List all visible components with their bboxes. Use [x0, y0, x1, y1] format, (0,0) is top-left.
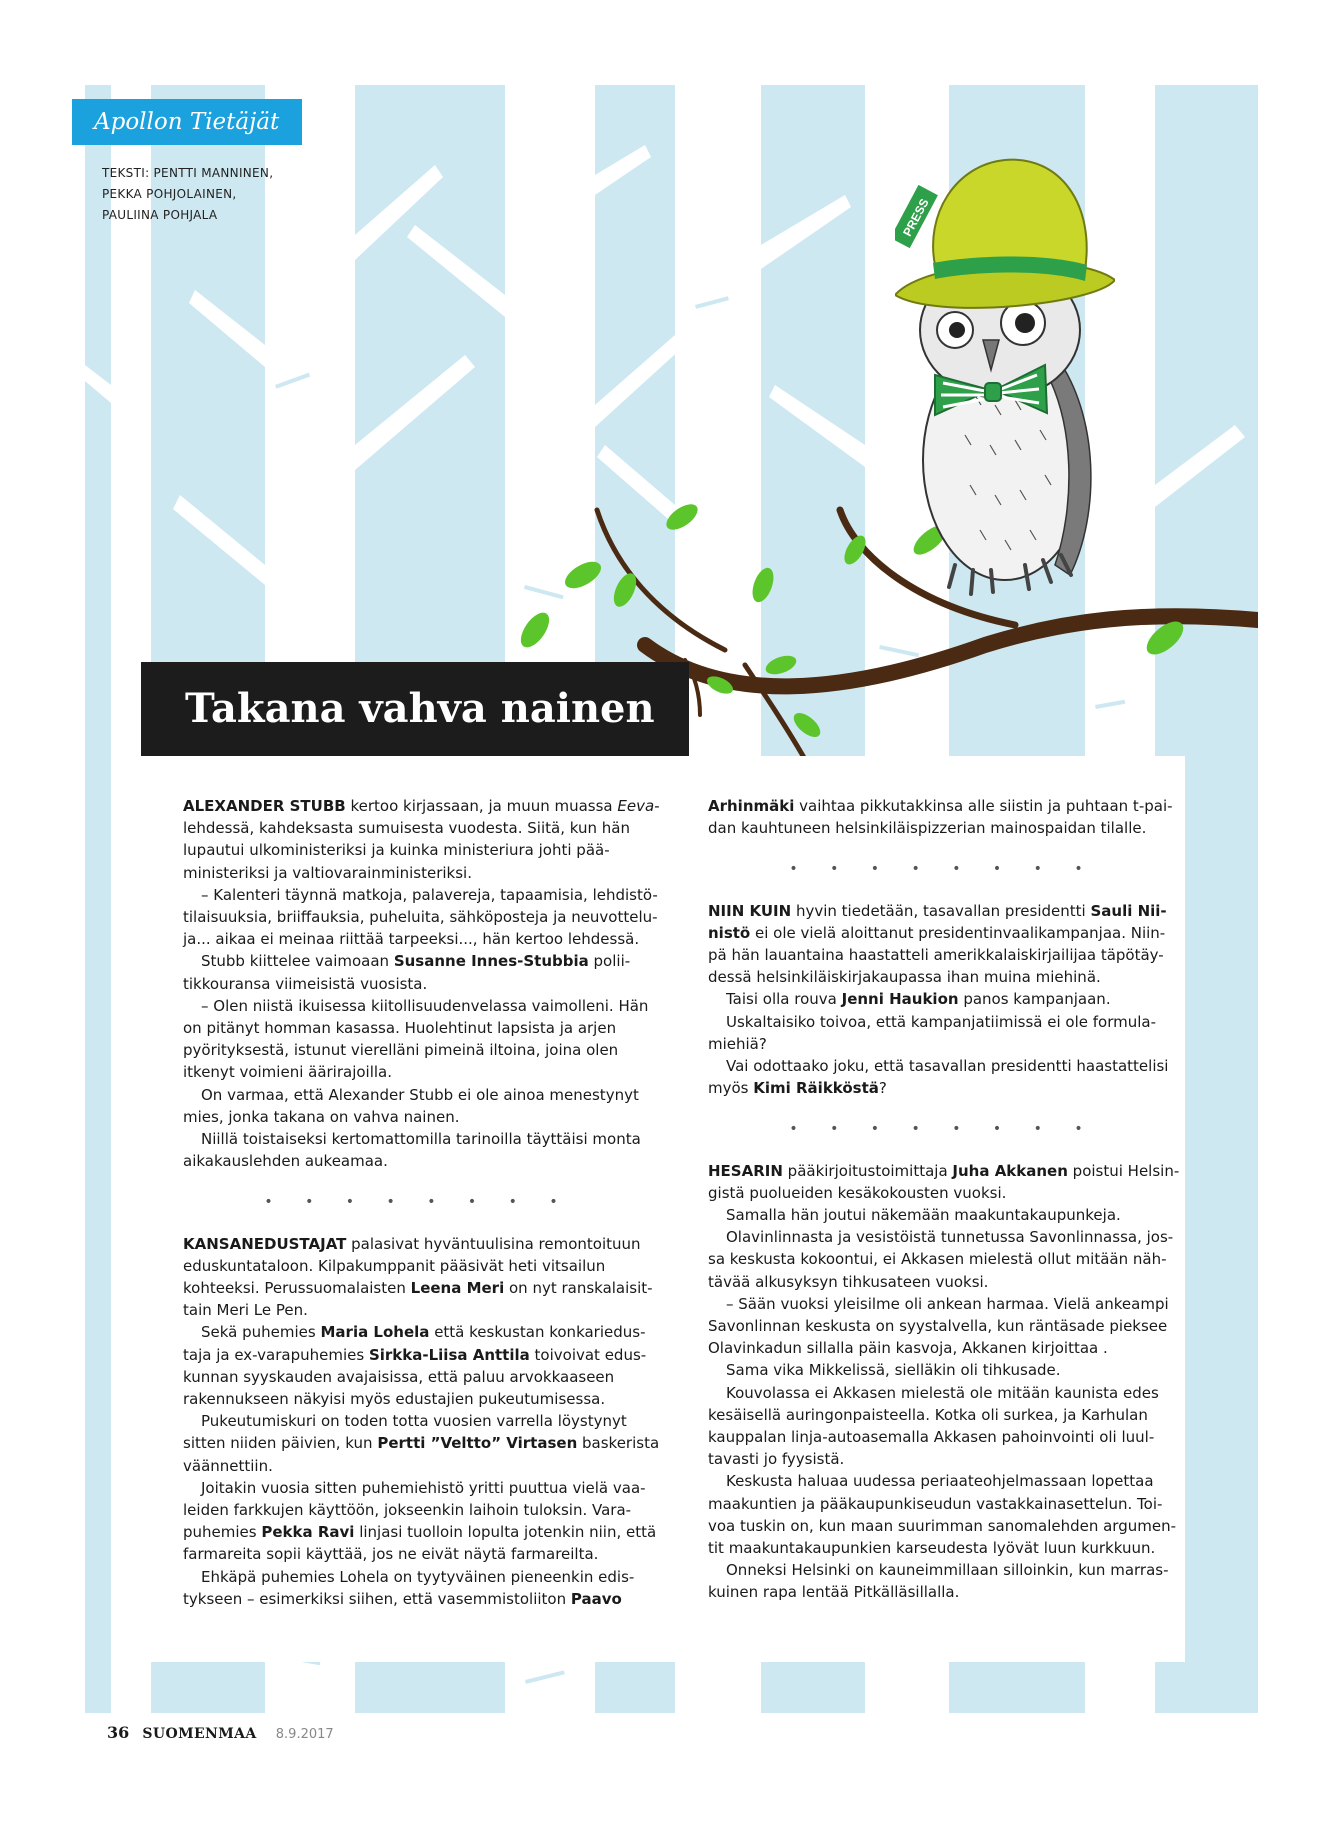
text-line: pyörityksestä, istunut vierelläni pimeinä iltoina, joina olen: [183, 1041, 619, 1060]
text-line: Joitakin vuosia sitten puhemiehistö yritti puuttua vielä vaa-: [201, 1478, 646, 1497]
text-line: tävää alkusyksyn tihkusateen vuoksi.: [708, 1272, 989, 1291]
press-hat: [895, 160, 1115, 308]
text-line: on pitänyt homman kasassa. Huolehtinut lapsista ja arjen: [183, 1019, 617, 1038]
text-line: miehiä?: [708, 1034, 767, 1053]
text-line: tain Meri Le Pen.: [183, 1301, 308, 1320]
page-footer: [107, 1723, 334, 1742]
text-line: myös Kimi Räikköstä?: [708, 1079, 887, 1098]
text-line: Vai odottaako joku, että tasavallan presidentti haastattelisi: [726, 1057, 1169, 1076]
section-tag: Apollon Tietäjät: [72, 99, 302, 145]
section-separator: • • • • • • • •: [789, 861, 1097, 878]
section-separator: • • • • • • • •: [264, 1194, 572, 1211]
right-column: [708, 795, 1178, 1604]
text-line: Sekä puhemies Maria Lohela että keskustan konkariedus-: [201, 1323, 646, 1342]
article-headline: Takana vahva nainen: [141, 662, 689, 756]
text-line: farmareita sopii käyttää, jos ne eivät näytä farmareilta.: [183, 1545, 599, 1564]
text-line: Olavinkadun sillalla päin kasvoja, Akkanen kirjoittaa .: [708, 1339, 1108, 1358]
paragraph-stubb: [183, 795, 660, 1172]
left-column: [183, 795, 660, 1610]
text-line: – Olen niistä ikuisessa kiitollisuudenvelassa vaimolleni. Hän: [201, 996, 649, 1015]
text-line: gistä puolueiden kesäkokousten vuoksi.: [708, 1183, 1007, 1202]
text-line: rakennukseen näkyisi myös edustajien pukeutumisessa.: [183, 1390, 606, 1409]
text-line: ministeriksi ja valtiovarainministeriksi.: [183, 863, 472, 882]
page-number: 36: [107, 1723, 130, 1742]
text-line: Samalla hän joutui näkemään maakuntakaupunkeja.: [726, 1206, 1121, 1225]
text-line: Savonlinnan keskusta on syystalvella, kun räntäsade pieksee: [708, 1317, 1168, 1336]
author-credits: [102, 163, 273, 226]
text-line: dessä helsinkiläiskirjakaupassa ihan muina miehinä.: [708, 968, 1101, 987]
text-line: Stubb kiittelee vaimoaan Susanne Innes-Stubbia polii-: [201, 952, 631, 971]
text-line: Kouvolassa ei Akkasen mielestä ole mitään kaunista edes: [726, 1383, 1159, 1402]
text-line: leiden farkkujen käyttöön, jokseenkin laihoin tuloksin. Vara-: [183, 1501, 632, 1520]
text-line: tilaisuuksia, briiffauksia, puheluita, sähköposteja ja neuvottelu-: [183, 908, 658, 927]
credit-line: PEKKA POHJOLAINEN,: [102, 187, 237, 201]
text-line: Pukeutumiskuri on toden totta vuosien varrella löystynyt: [201, 1412, 627, 1431]
text-line: tykseen – esimerkiksi siihen, että vasemmistoliiton Paavo: [183, 1589, 622, 1608]
text-line: HESARIN pääkirjoitustoimittaja Juha Akkanen poistui Helsin-: [708, 1161, 1180, 1180]
text-line: – Kalenteri täynnä matkoja, palavereja, tapaamisia, lehdistö-: [201, 885, 658, 904]
text-line: Keskusta haluaa uudessa periaateohjelmassaan lopettaa: [726, 1472, 1154, 1491]
paragraph-niinisto: [708, 900, 1178, 1100]
text-line: pä hän lauantaina haastatteli amerikkalaiskirjailijaa täpötäy-: [708, 946, 1164, 964]
text-line: Olavinlinnasta ja vesistöistä tunnetussa Savonlinnassa, jos-: [726, 1228, 1174, 1247]
text-line: sa keskusta kokoontui, ei Akkasen mielestä ollut mitään näh-: [708, 1250, 1167, 1269]
text-line: Niillä toistaiseksi kertomattomilla tarinoilla täyttäisi monta: [201, 1130, 641, 1149]
text-line: nistö ei ole vielä aloittanut presidentinvaalikampanjaa. Niin-: [708, 923, 1166, 942]
text-line: dan kauhtuneen helsinkiläispizzerian mainospaidan tilalle.: [708, 819, 1147, 838]
magazine-name: SUOMENMAA: [142, 1726, 257, 1742]
text-line: eduskuntataloon. Kilpakumppanit pääsivät heti vitsailun: [183, 1256, 606, 1275]
text-line: On varmaa, että Alexander Stubb ei ole ainoa menestynyt: [201, 1085, 639, 1104]
text-line: taja ja ex-varapuhemies Sirkka-Liisa Anttila toivoivat edus-: [183, 1345, 647, 1364]
text-line: kesäisellä auringonpaisteella. Kotka oli surkea, ja Karhulan: [708, 1405, 1148, 1424]
text-line: aikakauslehden aukeamaa.: [183, 1152, 388, 1171]
text-line: sitten niiden päivien, kun Pertti ”Veltto” Virtasen baskerista: [183, 1434, 660, 1453]
text-line: Taisi olla rouva Jenni Haukion panos kampanjaan.: [726, 990, 1111, 1009]
text-line: voa tuskin on, kun maan suurimman sanomalehden argumen-: [708, 1516, 1177, 1535]
text-line: kohteeksi. Perussuomalaisten Leena Meri on nyt ranskalaisit-: [183, 1279, 653, 1298]
text-line: – Sään vuoksi yleisilme oli ankean harmaa. Vielä ankeampi: [726, 1294, 1169, 1313]
lead-word: HESARIN: [708, 1161, 783, 1180]
text-line: KANSANEDUSTAJAT palasivat hyväntuulisina remontoituun: [183, 1234, 641, 1253]
article-body: [141, 756, 1185, 1662]
text-line: itkenyt voimieni äärirajoilla.: [183, 1063, 393, 1082]
text-line: Sama vika Mikkelissä, sielläkin oli tihkusade.: [726, 1361, 1061, 1380]
text-line: maakuntien ja pääkaupunkiseudun vastakkainasettelun. Toi-: [708, 1494, 1163, 1513]
text-line: mies, jonka takana on vahva nainen.: [183, 1107, 460, 1126]
text-line: kunnan syyskauden avajaisissa, että paluu arvokkaaseen: [183, 1367, 615, 1386]
text-line: kauppalan linja-autoasemalla Akkasen pahoinvointi oli luul-: [708, 1428, 1155, 1447]
text-line: tit maakuntakaupunkien karseudesta lyövät luun kurkkuun.: [708, 1539, 1156, 1558]
text-line: puhemies Pekka Ravi linjasi tuolloin lopulta jotenkin niin, että: [183, 1523, 657, 1542]
text-line: NIIN KUIN hyvin tiedetään, tasavallan presidentti Sauli Nii-: [708, 901, 1167, 920]
text-line: Arhinmäki vaihtaa pikkutakkinsa alle siistin ja puhtaan t-pai-: [708, 797, 1173, 815]
credit-line: PAULIINA POHJALA: [102, 208, 218, 222]
paragraph-kansanedustajat: [183, 1233, 660, 1610]
owl-with-hat-illustration: [895, 155, 1115, 615]
issue-date: 8.9.2017: [275, 1727, 334, 1742]
text-line: lupautui ulkoministeriksi ja kuinka ministeriura johti pää-: [183, 841, 610, 860]
paragraph-arhinmaki: [708, 795, 1178, 839]
section-separator: • • • • • • • •: [789, 1121, 1097, 1138]
lead-word: NIIN KUIN: [708, 901, 792, 920]
text-line: väännettiin.: [183, 1456, 273, 1475]
credit-line: TEKSTI: PENTTI MANNINEN,: [102, 166, 274, 180]
text-line: tavasti jo fyysistä.: [708, 1450, 845, 1469]
text-line: ALEXANDER STUBB kertoo kirjassaan, ja muun muassa Eeva-: [183, 797, 660, 815]
hat-label: PRESS: [900, 196, 932, 239]
text-line: kuinen rapa lentää Pitkälläsillalla.: [708, 1583, 960, 1602]
text-line: Ehkäpä puhemies Lohela on tyytyväinen pieneenkin edis-: [201, 1567, 635, 1586]
text-line: tikkouransa viimeisistä vuosista.: [183, 974, 428, 993]
paragraph-hesarin: [708, 1160, 1178, 1604]
text-line: ja... aikaa ei meinaa riittää tarpeeksi..., hän kertoo lehdessä.: [183, 930, 640, 949]
text-line: Onneksi Helsinki on kauneimmillaan silloinkin, kun marras-: [726, 1561, 1169, 1580]
text-line: lehdessä, kahdeksasta sumuisesta vuodesta. Siitä, kun hän: [183, 819, 630, 838]
lead-word: KANSANEDUSTAJAT: [183, 1234, 347, 1253]
lead-word: ALEXANDER STUBB: [183, 797, 346, 815]
text-line: Uskaltaisiko toivoa, että kampanjatiimissä ei ole formula-: [726, 1012, 1157, 1031]
